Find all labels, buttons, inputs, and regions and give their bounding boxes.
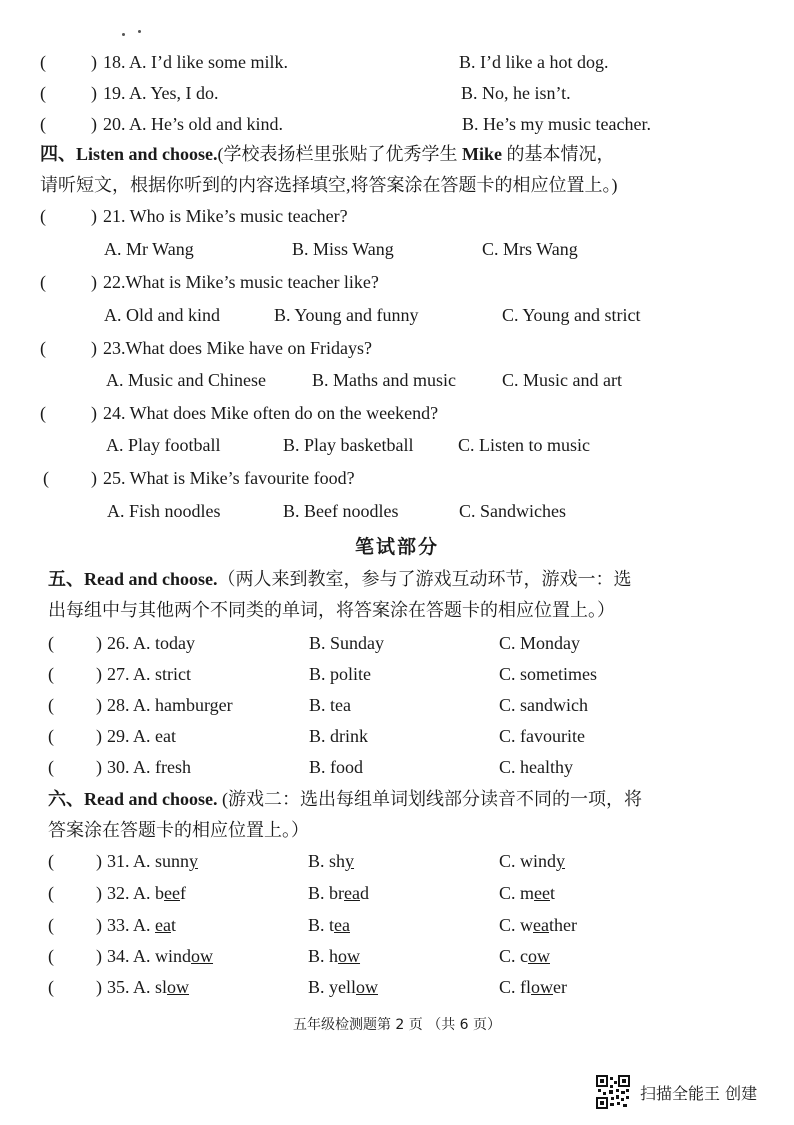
option-b: B. I’d like a hot dog. [459, 52, 609, 72]
option-b: B. tea [309, 695, 351, 715]
option-b: B. Sunday [309, 633, 385, 653]
question-stem: 22.What is Mike’s music teacher like? [103, 272, 379, 292]
question-stem: 19. A. Yes, I do. [103, 83, 219, 103]
option-c: C. Music and art [502, 370, 622, 390]
answer-paren-open: ( [40, 206, 46, 226]
answer-paren-close: ) [96, 977, 102, 997]
option-b [308, 972, 378, 1002]
scanner-watermark-text: 扫描全能王 创建 [640, 1084, 758, 1103]
option-c: C. Listen to music [458, 435, 590, 455]
section-6-desc-line2: 答案涂在答题卡的相应位置上。） [48, 820, 309, 840]
option-b [308, 941, 360, 971]
question-stem: 24. What does Mike often do on the weekend? [103, 403, 439, 423]
question-22-options [0, 300, 794, 330]
option-c: C. favourite [499, 726, 585, 746]
answer-paren-close: ) [96, 915, 102, 935]
word-part: C. m [499, 883, 535, 903]
section-5-heading [48, 564, 632, 594]
section-desc: （两人来到教室，参与了游戏互动环节，游戏一：选 [217, 569, 632, 589]
option-c: C. Sandwiches [459, 501, 566, 521]
underlined-letters: ow [167, 977, 190, 997]
question-stem: 25. What is Mike’s favourite food? [103, 468, 355, 488]
answer-paren-close: ) [91, 272, 97, 292]
option-a: 26. A. today [107, 633, 195, 653]
section-4-desc-line2: 请听短文，根据你听到的内容选择填空,将答案涂在答题卡的相应位置上。) [40, 175, 618, 195]
underlined-letters: ea [533, 915, 549, 935]
option-b: B. polite [309, 664, 371, 684]
word-part: 31. A. sunn [107, 851, 190, 871]
option-a: 28. A. hamburger [107, 695, 233, 715]
answer-paren-close: ) [96, 695, 102, 715]
underlined-letters: ow [356, 977, 378, 997]
option-a: A. Fish noodles [107, 501, 221, 521]
question-stem: 18. A. I’d like some milk. [103, 52, 288, 72]
page-footer: 五年级检测题第 2 页 （共 6 页） [292, 1017, 502, 1033]
section-desc: 的基本情况， [502, 144, 615, 164]
option-a [107, 910, 176, 940]
question-22 [0, 267, 794, 297]
answer-paren-close: ) [91, 114, 97, 134]
question-21-options [0, 234, 794, 264]
question-33 [0, 910, 794, 940]
word-part: 32. A. b [107, 883, 165, 903]
answer-paren-open: ( [43, 468, 49, 488]
option-b [308, 910, 350, 940]
option-a: A. Mr Wang [104, 239, 194, 259]
answer-paren-close: ) [96, 883, 102, 903]
question-stem: 20. A. He’s old and kind. [103, 114, 283, 134]
section-5-desc-line2: 出每组中与其他两个不同类的单词，将答案涂在答题卡的相应位置上。） [48, 600, 615, 620]
word-part: B. br [308, 883, 344, 903]
answer-paren-open: ( [40, 52, 46, 72]
answer-paren-open: ( [40, 338, 46, 358]
qr-code-icon [596, 1075, 630, 1109]
question-26 [0, 628, 794, 658]
answer-paren-close: ) [96, 946, 102, 966]
word-part: er [553, 977, 567, 997]
underlined-letters: ee [164, 883, 180, 903]
option-c: C. healthy [499, 757, 573, 777]
question-34 [0, 941, 794, 971]
word-part: 34. A. wind [107, 946, 192, 966]
section-number: 六、 [48, 789, 84, 809]
underlined-letters: ow [338, 946, 361, 966]
section-desc: (游戏二：选出每组单词划线部分读音不同的一项，将 [217, 789, 643, 809]
answer-paren-open: ( [48, 946, 54, 966]
option-c [499, 910, 577, 940]
option-c [499, 846, 565, 876]
option-a [107, 941, 213, 971]
word-part: B. h [308, 946, 339, 966]
question-35 [0, 972, 794, 1002]
option-b: B. Maths and music [312, 370, 456, 390]
question-24-options [0, 430, 794, 460]
word-part: f [180, 883, 186, 903]
speck [138, 30, 141, 33]
answer-paren-close: ) [91, 83, 97, 103]
word-part: 33. A. [107, 915, 156, 935]
answer-paren-open: ( [48, 757, 54, 777]
answer-paren-open: ( [40, 114, 46, 134]
option-b [308, 878, 369, 908]
option-a: 29. A. eat [107, 726, 176, 746]
underlined-letters: ea [155, 915, 171, 935]
option-b: B. drink [309, 726, 369, 746]
underlined-letters: y [345, 851, 355, 871]
answer-paren-open: ( [48, 664, 54, 684]
underlined-letters: y [189, 851, 199, 871]
word-part: B. t [308, 915, 335, 935]
option-b [308, 846, 354, 876]
word-part: B. yell [308, 977, 356, 997]
word-part: C. wind [499, 851, 557, 871]
question-31 [0, 846, 794, 876]
underlined-letters: ea [334, 915, 350, 935]
option-b: B. No, he isn’t. [461, 83, 571, 103]
section-desc: (学校表扬栏里张贴了优秀学生 [217, 144, 463, 164]
option-c [499, 941, 550, 971]
option-a [107, 878, 186, 908]
section-desc-name: Mike [462, 144, 503, 164]
question-25-options [0, 496, 794, 526]
question-19 [0, 78, 794, 108]
option-c: C. sandwich [499, 695, 588, 715]
section-6-heading [48, 784, 642, 814]
option-b: B. Play basketball [283, 435, 414, 455]
option-a: A. Music and Chinese [106, 370, 266, 390]
answer-paren-close: ) [91, 52, 97, 72]
word-part: 35. A. sl [107, 977, 168, 997]
question-21 [0, 201, 794, 231]
question-32 [0, 878, 794, 908]
option-b: B. Young and funny [274, 305, 419, 325]
option-c: C. Monday [499, 633, 580, 653]
question-28 [0, 690, 794, 720]
underlined-letters: ow [528, 946, 550, 966]
answer-paren-close: ) [96, 726, 102, 746]
underlined-letters: ow [531, 977, 554, 997]
word-part: t [550, 883, 556, 903]
option-c: C. sometimes [499, 664, 597, 684]
option-a: A. Play football [106, 435, 221, 455]
answer-paren-open: ( [48, 633, 54, 653]
answer-paren-close: ) [96, 851, 102, 871]
answer-paren-close: ) [91, 403, 97, 423]
section-title: Read and choose. [84, 569, 218, 589]
option-b: B. food [309, 757, 363, 777]
question-stem: 21. Who is Mike’s music teacher? [103, 206, 348, 226]
underlined-letters: ow [191, 946, 214, 966]
option-a [107, 846, 198, 876]
underlined-letters: ee [534, 883, 550, 903]
option-b: B. Beef noodles [283, 501, 399, 521]
option-b: B. Miss Wang [292, 239, 394, 259]
word-part: C. w [499, 915, 534, 935]
option-c [499, 972, 567, 1002]
question-24 [0, 398, 794, 428]
word-part: d [359, 883, 369, 903]
question-27 [0, 659, 794, 689]
answer-paren-open: ( [48, 851, 54, 871]
underlined-letters: ea [344, 883, 360, 903]
answer-paren-close: ) [96, 633, 102, 653]
word-part: C. fl [499, 977, 532, 997]
answer-paren-open: ( [40, 83, 46, 103]
answer-paren-open: ( [48, 883, 54, 903]
word-part: ther [549, 915, 577, 935]
option-a [107, 972, 189, 1002]
option-a: 27. A. strict [107, 664, 191, 684]
answer-paren-open: ( [48, 726, 54, 746]
question-20 [0, 109, 794, 139]
option-c [499, 878, 555, 908]
question-23 [0, 333, 794, 363]
option-a: A. Old and kind [104, 305, 220, 325]
answer-paren-open: ( [48, 977, 54, 997]
answer-paren-open: ( [40, 272, 46, 292]
option-a: 30. A. fresh [107, 757, 191, 777]
written-part-title: 笔试部分 [354, 536, 439, 558]
answer-paren-open: ( [40, 403, 46, 423]
section-number: 五、 [48, 569, 84, 589]
answer-paren-open: ( [48, 695, 54, 715]
question-30 [0, 752, 794, 782]
option-b: B. He’s my music teacher. [462, 114, 651, 134]
question-29 [0, 721, 794, 751]
question-stem: 23.What does Mike have on Fridays? [103, 338, 372, 358]
section-4-heading [40, 139, 615, 169]
word-part: t [171, 915, 177, 935]
speck [122, 33, 125, 36]
word-part: C. c [499, 946, 528, 966]
word-part: B. sh [308, 851, 346, 871]
section-title: Listen and choose. [76, 144, 218, 164]
question-25 [0, 463, 794, 493]
answer-paren-close: ) [91, 468, 97, 488]
option-c: C. Mrs Wang [482, 239, 578, 259]
answer-paren-close: ) [91, 338, 97, 358]
answer-paren-close: ) [96, 664, 102, 684]
section-number: 四、 [40, 144, 76, 164]
answer-paren-close: ) [91, 206, 97, 226]
underlined-letters: y [556, 851, 566, 871]
option-c: C. Young and strict [502, 305, 641, 325]
section-title: Read and choose. [84, 789, 218, 809]
question-23-options [0, 365, 794, 395]
answer-paren-close: ) [96, 757, 102, 777]
question-18 [0, 47, 794, 77]
answer-paren-open: ( [48, 915, 54, 935]
